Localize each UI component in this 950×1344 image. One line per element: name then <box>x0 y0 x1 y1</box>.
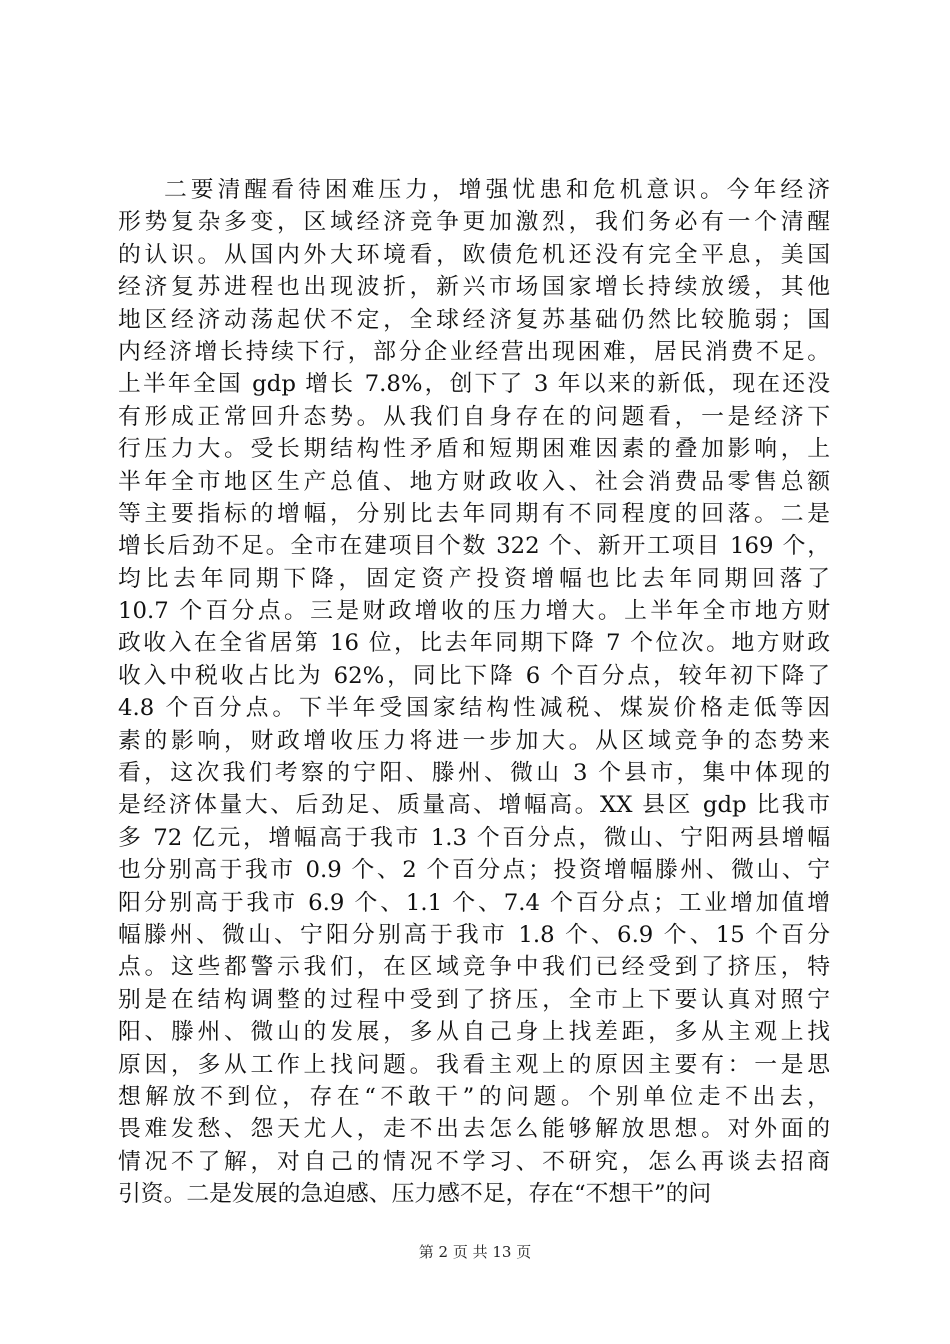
text-line: 想解放不到位，存在“不敢干”的问题。个别单位走不出去， <box>118 1083 830 1110</box>
text-line: 阳、滕州、微山的发展，多从自己身上找差距，多从主观上找 <box>118 1019 830 1046</box>
text-line: 别是在结构调整的过程中受到了挤压，全市上下要认真对照宁 <box>118 986 830 1013</box>
text-line: 阳分别高于我市 6.9 个、1.1 个、7.4 个百分点；工业增加值增 <box>118 889 830 916</box>
text-line: 地区经济动荡起伏不定，全球经济复苏基础仍然比较脆弱；国 <box>118 306 830 333</box>
text-line: 均比去年同期下降，固定资产投资增幅也比去年同期回落了 <box>118 565 830 592</box>
text-line: 内经济增长持续下行，部分企业经营出现困难，居民消费不足。 <box>118 338 830 365</box>
page-number-footer: 第 2 页 共 13 页 <box>418 1243 532 1261</box>
text-line: 情况不了解，对自己的情况不学习、不研究，怎么再谈去招商 <box>118 1148 830 1175</box>
text-line: 增长后劲不足。全市在建项目个数 322 个、新开工项目 169 个， <box>118 533 830 560</box>
text-line: 的认识。从国内外大环境看，欧债危机还没有完全平息，美国 <box>118 241 830 268</box>
text-line: 收入中税收占比为 62%，同比下降 6 个百分点，较年初下降了 <box>118 662 830 689</box>
text-line: 上半年全国 gdp 增长 7.8%，创下了 3 年以来的新低，现在还没 <box>118 371 830 398</box>
text-line: 等主要指标的增幅，分别比去年同期有不同程度的回落。二是 <box>118 500 830 527</box>
text-line: 幅滕州、微山、宁阳分别高于我市 1.8 个、6.9 个、15 个百分 <box>118 921 830 948</box>
text-line: 看，这次我们考察的宁阳、滕州、微山 3 个县市，集中体现的 <box>118 760 830 787</box>
text-line: 畏难发愁、怨天尤人，走不出去怎么能够解放思想。对外面的 <box>118 1116 830 1143</box>
text-line: 也分别高于我市 0.9 个、2 个百分点；投资增幅滕州、微山、宁 <box>118 857 830 884</box>
text-line: 是经济体量大、后劲足、质量高、增幅高。XX 县区 gdp 比我市 <box>118 792 830 819</box>
text-line: 行压力大。受长期结构性矛盾和短期困难因素的叠加影响，上 <box>118 436 830 463</box>
text-line: 多 72 亿元，增幅高于我市 1.3 个百分点，微山、宁阳两县增幅 <box>118 824 830 851</box>
text-line: 原因，多从工作上找问题。我看主观上的原因主要有：一是思 <box>118 1051 830 1078</box>
text-line: 引资。二是发展的急迫感、压力感不足，存在“不想干”的问 <box>118 1181 712 1208</box>
text-line: 政收入在全省居第 16 位，比去年同期下降 7 个位次。地方财政 <box>118 630 830 657</box>
body-paragraph <box>118 174 830 1211</box>
text-line: 有形成正常回升态势。从我们自身存在的问题看，一是经济下 <box>118 403 830 430</box>
text-line: 经济复苏进程也出现波折，新兴市场国家增长持续放缓，其他 <box>118 274 830 301</box>
text-line: 4.8 个百分点。下半年受国家结构性减税、煤炭价格走低等因 <box>118 695 830 722</box>
text-line: 二要清醒看待困难压力，增强忧患和危机意识。今年经济 <box>164 177 830 203</box>
text-line: 10.7 个百分点。三是财政增收的压力增大。上半年全市地方财 <box>118 598 830 625</box>
text-line: 形势复杂多变，区域经济竞争更加激烈，我们务必有一个清醒 <box>118 209 830 236</box>
text-line: 素的影响，财政增收压力将进一步加大。从区域竞争的态势来 <box>118 727 830 754</box>
text-line: 点。这些都警示我们，在区域竞争中我们已经受到了挤压，特 <box>118 954 830 981</box>
text-line: 半年全市地区生产总值、地方财政收入、社会消费品零售总额 <box>118 468 830 495</box>
